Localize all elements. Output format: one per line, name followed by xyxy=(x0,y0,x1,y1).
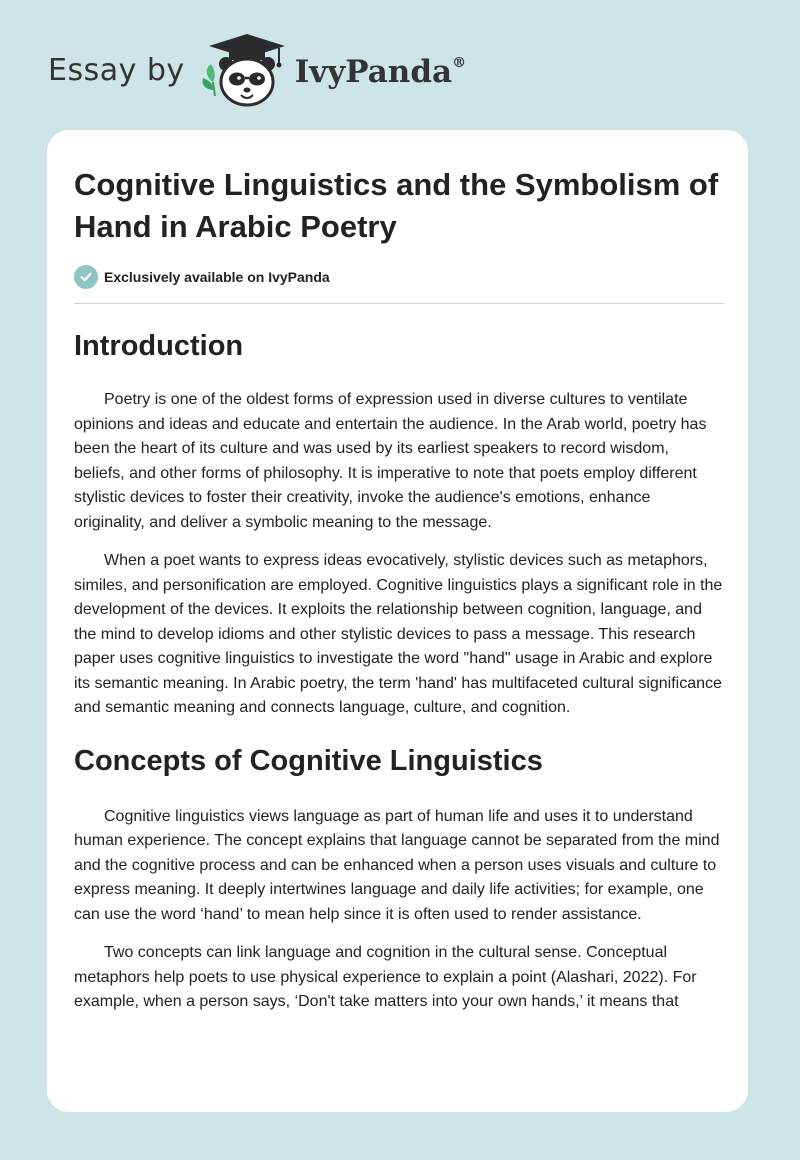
page-title: Cognitive Linguistics and the Symbolism of Hand in Arabic Poetry xyxy=(74,167,719,244)
exclusive-badge-text: Exclusively available on IvyPanda xyxy=(104,269,330,285)
paragraph: Two concepts can link language and cognition in the cultural sense. Conceptual metaphors help poets to use physical experience to explain a point (Alashari, 2022). For example, when a person says, ‘Don't take matters into your own hands,’ it means that xyxy=(74,944,697,1010)
essay-by-label: Essay by xyxy=(48,52,185,88)
essay-card xyxy=(47,130,748,1112)
ivypanda-logo-text[interactable]: IvyPanda® xyxy=(294,54,467,90)
essay-content xyxy=(74,164,724,1015)
paragraph: When a poet wants to express ideas evocatively, stylistic devices such as metaphors, similes, and personification are employed. Cognitive linguistics plays a significant role in the development of the devices. It exploits the relationship between cognition, language, and the mind to develop idioms and other stylistic devices to pass a message. This research paper uses cognitive linguistics to investigate the word "hand" usage in Arabic and explore its semantic meaning. In Arabic poetry, the term 'hand' has multifaceted cultural significance and semantic meaning and connects language, culture, and cognition. xyxy=(74,552,723,716)
panda-mascot-icon xyxy=(199,30,289,110)
exclusive-badge xyxy=(74,265,724,289)
divider xyxy=(74,303,724,304)
site-header xyxy=(48,30,466,110)
section-heading-concepts: Concepts of Cognitive Linguistics xyxy=(74,744,543,777)
check-icon xyxy=(74,265,98,289)
section-heading-introduction: Introduction xyxy=(74,330,244,362)
paragraph: Poetry is one of the oldest forms of expression used in diverse cultures to ventilate opinions and ideas and educate and entertain the audience. In the Arab world, poetry has been the heart of its culture and was used by its earliest speakers to record wisdom, beliefs, and other forms of philosophy. It is imperative to note that poets employ different stylistic devices to foster their creativity, invoke the audience's emotions, enhance originality, and deliver a symbolic meaning to the message. xyxy=(74,391,707,531)
paragraph: Cognitive linguistics views language as part of human life and uses it to understand human experience. The concept explains that language cannot be separated from the mind and the cognitive process and can be enhanced when a person uses visuals and culture to express meaning. It deeply intertwines language and daily life activities; for example, one can use the word ‘hand’ to mean help since it is often used to render assistance. xyxy=(74,807,720,923)
